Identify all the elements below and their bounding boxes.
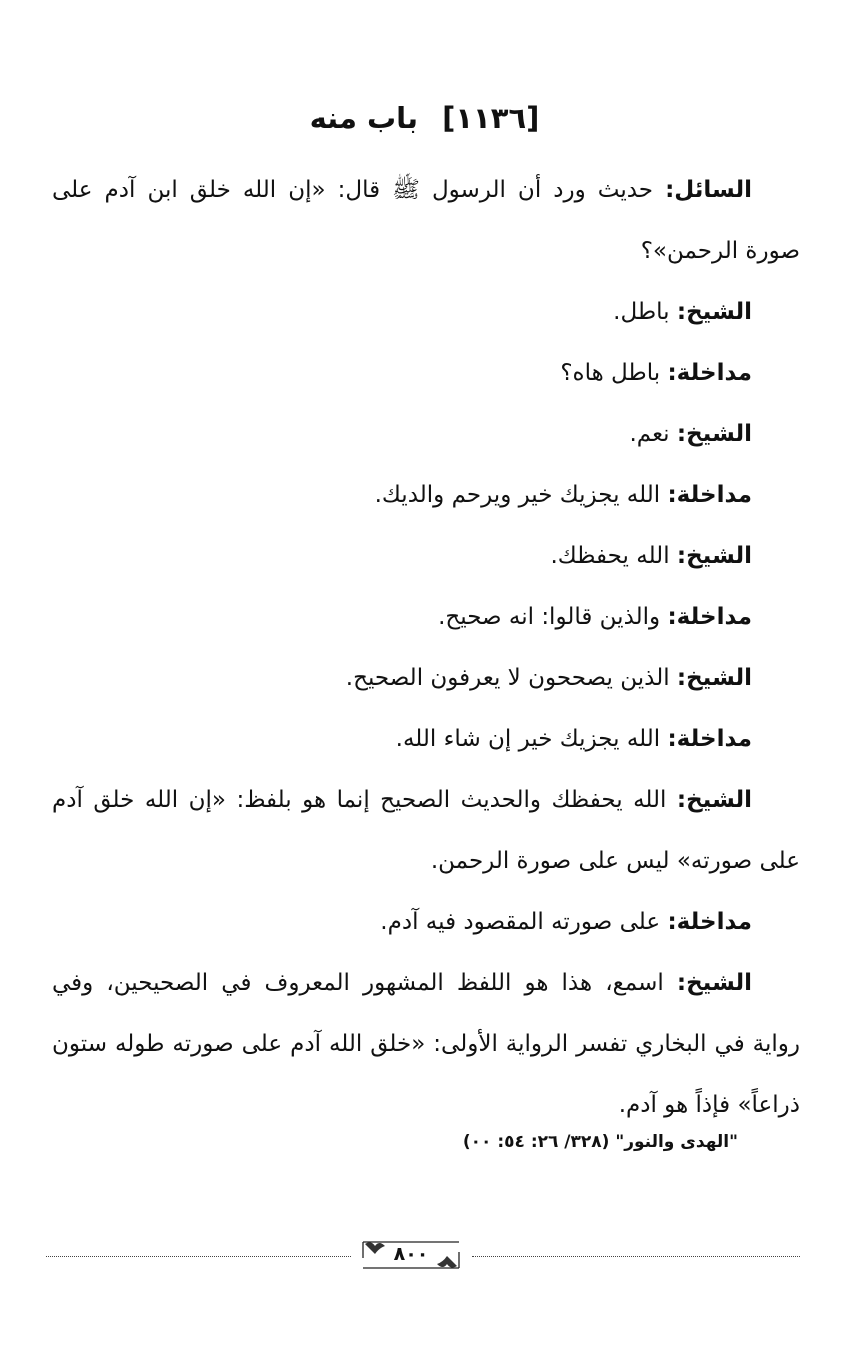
paragraph xyxy=(52,282,800,343)
footer-rule-left xyxy=(46,1256,351,1257)
paragraph xyxy=(52,526,800,587)
dialogue-text xyxy=(52,160,800,1136)
speaker-label: مداخلة: xyxy=(667,360,752,386)
footer-rule-right xyxy=(472,1256,800,1257)
paragraph xyxy=(52,709,800,770)
speaker-label: مداخلة: xyxy=(667,909,752,935)
source-citation: "الهدى والنور" (٣٢٨/ ٢٦: ٥٤: ٠٠) xyxy=(462,1132,738,1152)
chapter-number: [١١٣٦] xyxy=(442,101,540,135)
speaker-label: مداخلة: xyxy=(667,482,752,508)
speaker-label: الشيخ: xyxy=(676,543,752,569)
paragraph-text: على صورته المقصود فيه آدم. xyxy=(380,909,668,935)
speaker-label: مداخلة: xyxy=(667,726,752,752)
paragraph xyxy=(52,465,800,526)
paragraph-text: الله يجزيك خير ويرحم والديك. xyxy=(374,482,668,508)
paragraph xyxy=(52,953,800,1136)
chapter-title: باب منه xyxy=(309,101,418,135)
page-number: ٨٠٠ xyxy=(393,1243,429,1265)
paragraph-text: باطل هاه؟ xyxy=(560,360,668,386)
paragraph-text: نعم. xyxy=(629,421,677,447)
page-number-frame xyxy=(357,1238,465,1272)
paragraph-text: الذين يصححون لا يعرفون الصحيح. xyxy=(345,665,677,691)
paragraph xyxy=(52,404,800,465)
speaker-label: الشيخ: xyxy=(676,299,752,325)
speaker-label: السائل: xyxy=(665,177,752,203)
paragraph-text: الله يحفظك. xyxy=(550,543,677,569)
paragraph xyxy=(52,648,800,709)
paragraph-text: باطل. xyxy=(613,299,677,325)
chapter-heading xyxy=(0,96,849,140)
page-footer xyxy=(46,1236,800,1276)
speaker-label: الشيخ: xyxy=(676,970,752,996)
paragraph-text: اسمع، هذا هو اللفظ المشهور المعروف في الصحيحين، وفي رواية في البخاري تفسر الرواية الأولى: «خلق الله آدم على صورته طوله ستون ذراعاً» فإذاً هو آدم. xyxy=(52,970,800,1118)
paragraph-text: الله يحفظك والحديث الصحيح إنما هو بلفظ: «إن الله خلق آدم على صورته» ليس على صورة الرحمن. xyxy=(52,787,800,874)
paragraph xyxy=(52,587,800,648)
paragraph-text: والذين قالوا: انه صحيح. xyxy=(438,604,668,630)
paragraph-text: الله يجزيك خير إن شاء الله. xyxy=(395,726,668,752)
paragraph-text: حديث ورد أن الرسول ﷺ قال: «إن الله خلق ابن آدم على صورة الرحمن»؟ xyxy=(52,177,800,264)
speaker-label: مداخلة: xyxy=(667,604,752,630)
speaker-label: الشيخ: xyxy=(676,421,752,447)
speaker-label: الشيخ: xyxy=(676,665,752,691)
speaker-label: الشيخ: xyxy=(676,787,752,813)
paragraph xyxy=(52,343,800,404)
paragraph xyxy=(52,892,800,953)
paragraph xyxy=(52,770,800,892)
paragraph xyxy=(52,160,800,282)
